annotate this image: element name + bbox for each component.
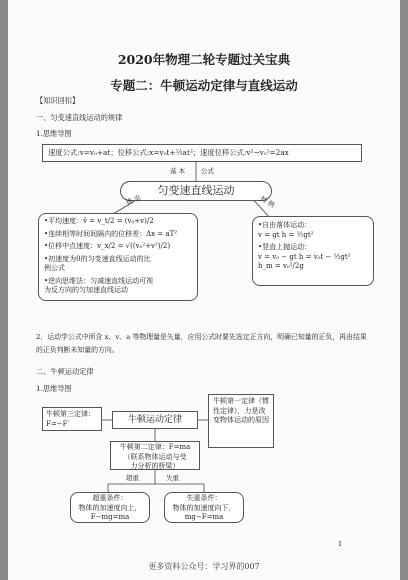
- newton-laws-center: 牛顿运动定律: [112, 411, 198, 429]
- label-weightless: 失重: [166, 474, 179, 482]
- inference-item: •连续相等时间间隔内的位移差：Δx = aT²: [44, 229, 178, 238]
- inference-item: •位移中点速度：v_x/2 = √((v₀²+v²)/2): [44, 242, 171, 250]
- newton-second-law-box: [110, 441, 200, 470]
- section-2-mindmap-label: 1.思维导图: [36, 384, 72, 393]
- n2-line: 牛顿第二定律：F=ma: [119, 443, 191, 451]
- inference-item: •逆向思维法：匀减速直线运动可视: [44, 276, 154, 285]
- label-formula: 公式: [201, 167, 214, 175]
- loss-line: 物体的加速度向下，: [172, 503, 236, 512]
- label-inference: 推 论: [125, 193, 143, 207]
- n2-line: 力分析的桥梁）: [130, 462, 180, 470]
- label-basic: 基 本: [170, 167, 186, 175]
- over-line: 超重条件：: [92, 494, 128, 502]
- center-topic-oval: 匀变速直线运动: [120, 181, 272, 201]
- loss-line: 失重条件：: [186, 494, 222, 502]
- special-item: v = v₀ − gt h = v₀t − ½gt²: [258, 252, 351, 261]
- special-item: h_m = v₀²/2g: [258, 262, 304, 270]
- inference-item: •平均速度：v̄ = v_t/2 = (v₀+v)/2: [44, 217, 154, 225]
- page-number: 1: [338, 540, 343, 548]
- section-1-heading: 一、匀变速直线运动的规律: [36, 113, 123, 122]
- section-1-mindmap-label: 1.思维导图: [36, 129, 72, 138]
- weightless-box: [164, 492, 244, 523]
- inference-item: •初速度为0的匀变速直线运动的比: [44, 254, 151, 263]
- footer-text: 更多资料公众号：学习界的007: [148, 562, 260, 571]
- special-item: v = gt h = ½gt²: [258, 230, 314, 239]
- overweight-box: [70, 492, 150, 523]
- label-special: 特 例: [259, 194, 277, 210]
- inference-item: 为反方向的匀加速直线运动: [44, 286, 128, 294]
- over-line: 物体的加速度向上，: [78, 503, 142, 512]
- loss-line: mg−F=ma: [184, 513, 224, 521]
- formula-box: 速度公式:v=v₀+at；位移公式:x=v₀t+½at²；速度位移公式:v²−v₀²=2ax: [42, 144, 362, 162]
- inference-box: [38, 213, 198, 301]
- section-tag: 【知识回扣】: [36, 96, 80, 105]
- label-overweight: 超重: [126, 474, 139, 482]
- n2-line: （联系物体运动与受: [123, 452, 187, 461]
- inference-item: 例公式: [44, 264, 65, 272]
- document-subtitle: 专题二：牛顿运动定律与直线运动: [110, 78, 298, 93]
- paragraph-2-line-1: 2．运动学公式中所含 x、v、a 等物理量是矢量，应用公式时要先选定正方向，明确已知量的正负，再由结果: [36, 333, 367, 341]
- special-cases-box: [252, 216, 374, 286]
- newton-third-law-box: 牛顿第三定律：F=−F′: [42, 407, 102, 431]
- newton-first-law-box: 牛顿第一定律（惯性定律），力是改变物体运动的原因: [208, 394, 274, 448]
- section-2-heading: 二、牛顿运动定律: [36, 367, 94, 376]
- document-title: 2020年物理二轮专题过关宝典: [117, 52, 291, 67]
- special-item: •竖直上抛运动：: [258, 243, 312, 251]
- document-page: [8, 0, 400, 580]
- over-line: F−mg=ma: [90, 513, 130, 521]
- paragraph-2-line-2: 的正负判断未知量的方向。: [36, 346, 119, 354]
- special-item: •自由落体运动：: [258, 221, 312, 229]
